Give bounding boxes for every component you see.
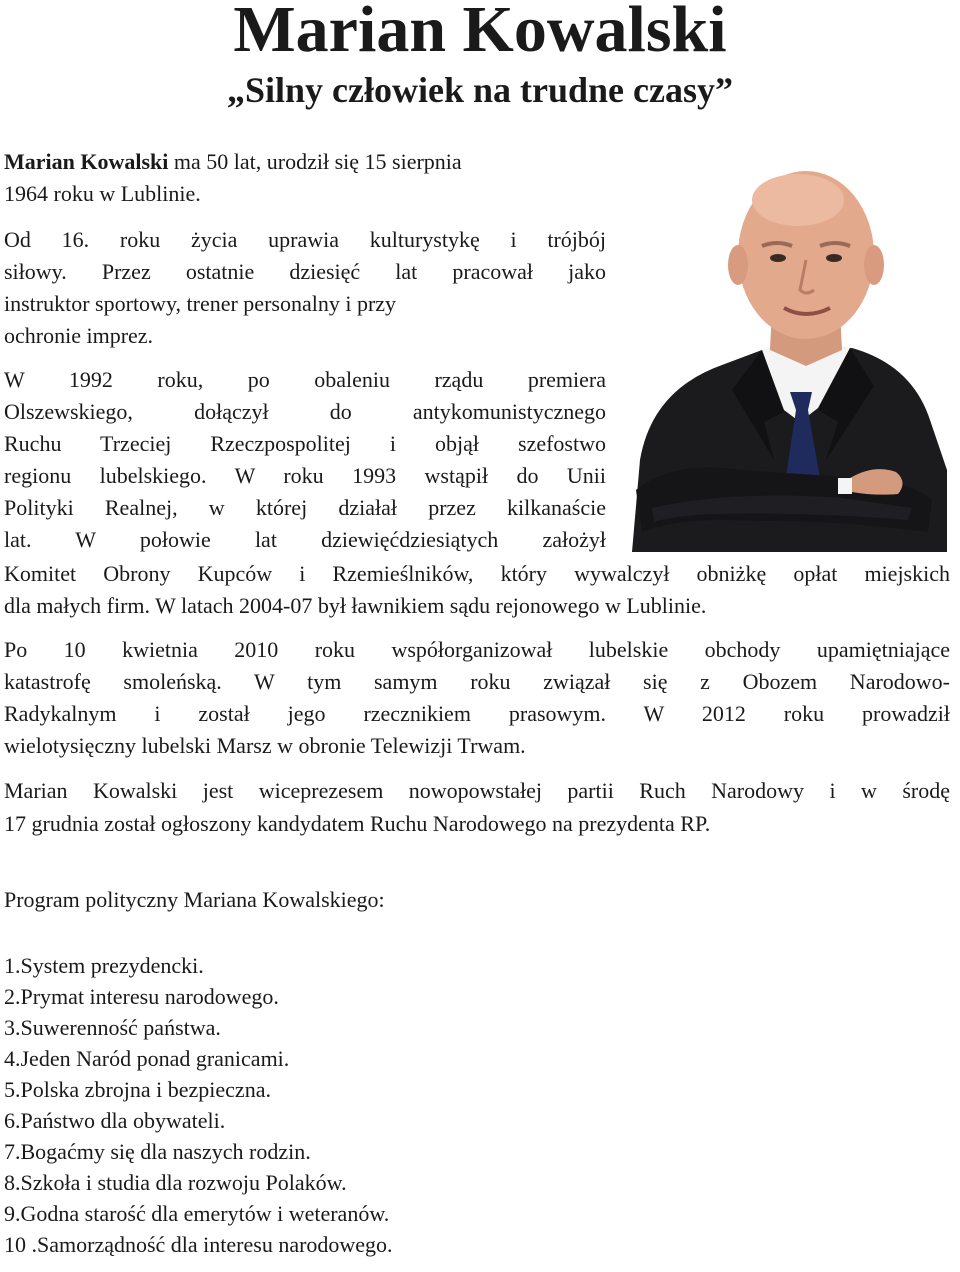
bio-paragraph-2-line-1: Od 16. roku życia uprawia kulturystykę i trójbój xyxy=(4,227,606,252)
bio-name-bold: Marian Kowalski xyxy=(4,149,169,174)
shirt-cuff xyxy=(838,478,852,494)
bio-paragraph-5-line-1: Marian Kowalski jest wiceprezesem nowopowstałej partii Ruch Narodowy i w środę xyxy=(4,778,950,803)
bio-paragraph-3-line-1: W 1992 roku, po obaleniu rządu premiera xyxy=(4,367,606,392)
bio-paragraph-4-line-1: Po 10 kwietnia 2010 roku współorganizował lubelskie obchody upamiętniające xyxy=(4,637,950,662)
program-item: 2.Prymat interesu narodowego. xyxy=(4,984,279,1009)
program-item: 7.Bogaćmy się dla naszych rodzin. xyxy=(4,1139,311,1164)
scalp-highlight xyxy=(752,174,844,226)
program-item: 5.Polska zbrojna i bezpieczna. xyxy=(4,1077,271,1102)
bio-paragraph-2-line-3: instruktor sportowy, trener personalny i przy xyxy=(4,291,397,316)
bio-paragraph-4-line-3: Radykalnym i został jego rzecznikiem prasowym. W 2012 roku prowadził xyxy=(4,701,950,726)
left-ear xyxy=(728,245,748,285)
program-list xyxy=(4,950,393,1260)
page-subtitle: „Silny człowiek na trudne czasy” xyxy=(226,70,733,110)
bio-paragraph-4-line-4: wielotysięczny lubelski Marsz w obronie Telewizji Trwam. xyxy=(4,733,526,758)
bio-paragraph-3-line-5: Polityki Realnej, w której działał przez kilkanaście xyxy=(4,495,606,520)
program-item: 6.Państwo dla obywateli. xyxy=(4,1108,226,1133)
left-eye xyxy=(770,254,786,262)
bio-paragraph-4-line-2: katastrofę smoleńską. W tym samym roku związał się z Obozem Narodowo- xyxy=(4,669,950,694)
program-item: 9.Godna starość dla emerytów i weteranów. xyxy=(4,1201,390,1226)
program-item: 4.Jeden Naród ponad granicami. xyxy=(4,1046,290,1071)
bio-paragraph-1-line-1 xyxy=(4,146,462,178)
bio-paragraph-2-line-2: siłowy. Przez ostatnie dziesięć lat pracował jako xyxy=(4,259,606,284)
program-item: 8.Szkoła i studia dla rozwoju Polaków. xyxy=(4,1170,347,1195)
bio-paragraph-1-line-2: 1964 roku w Lublinie. xyxy=(4,181,201,206)
bio-text: ma 50 lat, urodził się 15 sierpnia xyxy=(168,149,462,174)
bio-paragraph-3-line-7: Komitet Obrony Kupców i Rzemieślników, który wywalczył obniżkę opłat miejskich xyxy=(4,561,950,586)
right-ear xyxy=(864,245,884,285)
program-item: 1.System prezydencki. xyxy=(4,953,204,978)
bio-paragraph-3-line-4: regionu lubelskiego. W roku 1993 wstąpił do Unii xyxy=(4,463,606,488)
candidate-portrait xyxy=(612,160,947,552)
program-heading: Program polityczny Mariana Kowalskiego: xyxy=(4,887,385,912)
page-title: Marian Kowalski xyxy=(233,0,727,66)
bio-paragraph-5-line-2: 17 grudnia został ogłoszony kandydatem Ruchu Narodowego na prezydenta RP. xyxy=(4,811,711,836)
bio-paragraph-3-line-3: Ruchu Trzeciej Rzeczpospolitej i objął szefostwo xyxy=(4,431,606,456)
program-item: 10 .Samorządność dla interesu narodowego. xyxy=(4,1232,393,1257)
bio-paragraph-3-line-6: lat. W połowie lat dziewięćdziesiątych założył xyxy=(4,527,606,552)
program-item: 3.Suwerenność państwa. xyxy=(4,1015,221,1040)
right-eye xyxy=(826,254,842,262)
bio-paragraph-2-line-4: ochronie imprez. xyxy=(4,323,154,348)
bio-paragraph-3-line-2: Olszewskiego, dołączył do antykomunistycznego xyxy=(4,399,606,424)
bio-paragraph-3-line-8: dla małych firm. W latach 2004-07 był ławnikiem sądu rejonowego w Lublinie. xyxy=(4,593,707,618)
